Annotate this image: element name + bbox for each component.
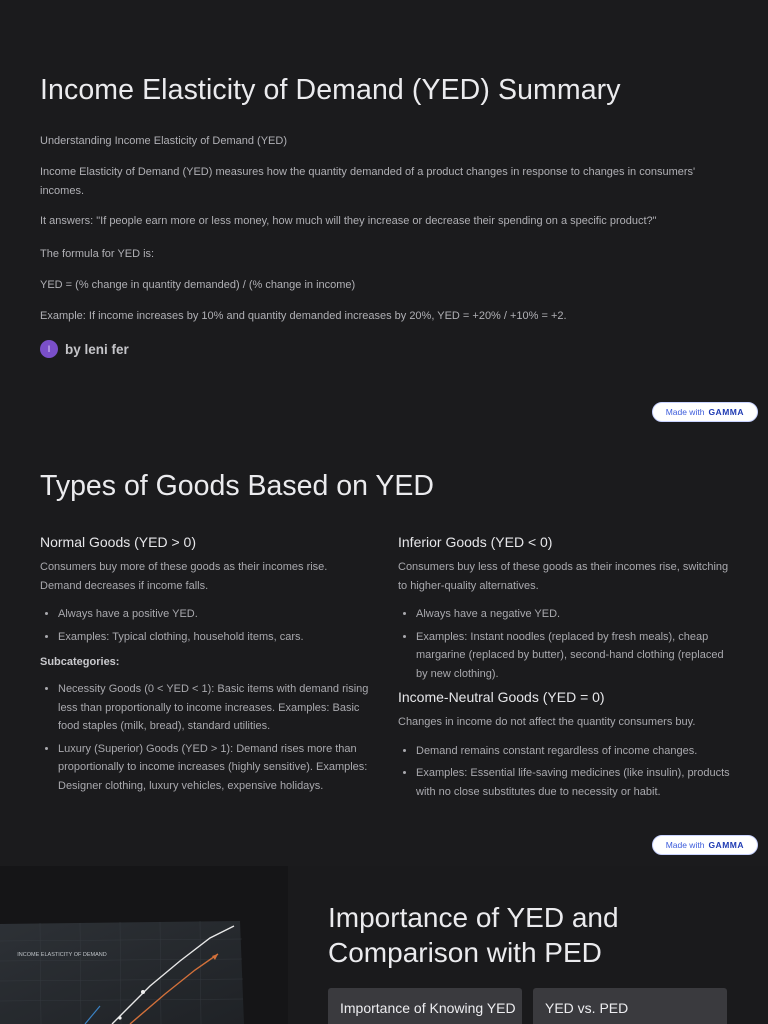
gamma-logo: GAMMA bbox=[708, 840, 744, 850]
neutral-goods-bullets bbox=[398, 742, 733, 802]
intro-subheading: Understanding Income Elasticity of Demand (YED) bbox=[40, 135, 287, 147]
slide-title: Income Elasticity of Demand (YED) Summary bbox=[40, 74, 621, 106]
made-with-gamma-badge[interactable] bbox=[652, 835, 758, 855]
formula: YED = (% change in quantity demanded) / (% change in income) bbox=[40, 279, 356, 291]
list-item: • Demand remains constant regardless of income changes. bbox=[416, 742, 733, 761]
card-importance[interactable] bbox=[328, 988, 522, 1024]
normal-goods-bullets bbox=[40, 605, 370, 646]
chalkboard-chart-image bbox=[0, 866, 288, 1024]
normal-goods-column bbox=[40, 534, 370, 799]
list-item: • Examples: Typical clothing, household items, cars. bbox=[58, 628, 370, 647]
list-item: • Always have a negative YED. bbox=[416, 605, 733, 624]
card-label: Importance of Knowing YED bbox=[340, 1000, 516, 1016]
subcategories-heading: Subcategories: bbox=[40, 656, 120, 668]
badge-prefix: Made with bbox=[665, 840, 705, 850]
chart-illustration bbox=[0, 866, 288, 1024]
slide-title: Importance of YED and Comparison with PED bbox=[328, 902, 619, 968]
formula-intro: The formula for YED is: bbox=[40, 248, 155, 260]
slide-importance-yed bbox=[0, 866, 768, 1024]
author-name: by leni fer bbox=[65, 341, 129, 357]
list-item: • Luxury (Superior) Goods (YED > 1): Demand rises more than proportionally to income increases (highly sensitive). Examples: Designer clothing, luxury vehicles, expensive holidays. bbox=[58, 740, 370, 796]
inferior-goods-description: Consumers buy less of these goods as their incomes rise, switching to higher-quality alternatives. bbox=[398, 561, 729, 592]
slide-yed-summary bbox=[0, 0, 768, 434]
card-label: YED vs. PED bbox=[545, 1000, 629, 1016]
gamma-logo: GAMMA bbox=[708, 407, 744, 417]
made-with-gamma-badge[interactable] bbox=[652, 402, 758, 422]
list-item: • Examples: Instant noodles (replaced by fresh meals), cheap margarine (replaced by butter), second-hand clothing (replaced by new clothing). bbox=[416, 628, 733, 684]
list-item: • Always have a positive YED. bbox=[58, 605, 370, 624]
neutral-goods-heading: Income-Neutral Goods (YED = 0) bbox=[398, 689, 605, 705]
normal-goods-heading: Normal Goods (YED > 0) bbox=[40, 534, 196, 550]
neutral-goods-description: Changes in income do not affect the quantity consumers buy. bbox=[398, 716, 696, 728]
list-item: • Necessity Goods (0 < YED < 1): Basic items with demand rising less than proportionally to income increases. Examples: Basic food staples (milk, bread), standard utilities. bbox=[58, 680, 370, 736]
normal-goods-description: Consumers buy more of these goods as their incomes rise. Demand decreases if income falls. bbox=[40, 561, 328, 592]
inferior-neutral-column bbox=[398, 534, 733, 805]
slide-title: Types of Goods Based on YED bbox=[40, 470, 434, 502]
example-paragraph: Example: If income increases by 10% and quantity demanded increases by 20%, YED = +20% / +10% = +2. bbox=[40, 310, 567, 322]
subcategory-bullets bbox=[40, 680, 370, 795]
list-item: • Examples: Essential life-saving medicines (like insulin), products with no close substitutes due to necessity or habit. bbox=[416, 764, 733, 801]
inferior-goods-bullets bbox=[398, 605, 733, 683]
card-yed-vs-ped[interactable] bbox=[533, 988, 727, 1024]
chalk-caption: INCOME ELASTICITY OF DEMAND bbox=[17, 952, 107, 958]
author-byline[interactable] bbox=[40, 340, 129, 358]
definition-paragraph: Income Elasticity of Demand (YED) measures how the quantity demanded of a product changes in response to changes in consumers' incomes. bbox=[40, 166, 696, 197]
question-paragraph: It answers: "If people earn more or less money, how much will they increase or decrease their spending on a specific product?" bbox=[40, 215, 657, 227]
badge-prefix: Made with bbox=[665, 407, 705, 417]
inferior-goods-heading: Inferior Goods (YED < 0) bbox=[398, 534, 553, 550]
avatar: l bbox=[40, 340, 58, 358]
slide-types-of-goods bbox=[0, 434, 768, 866]
